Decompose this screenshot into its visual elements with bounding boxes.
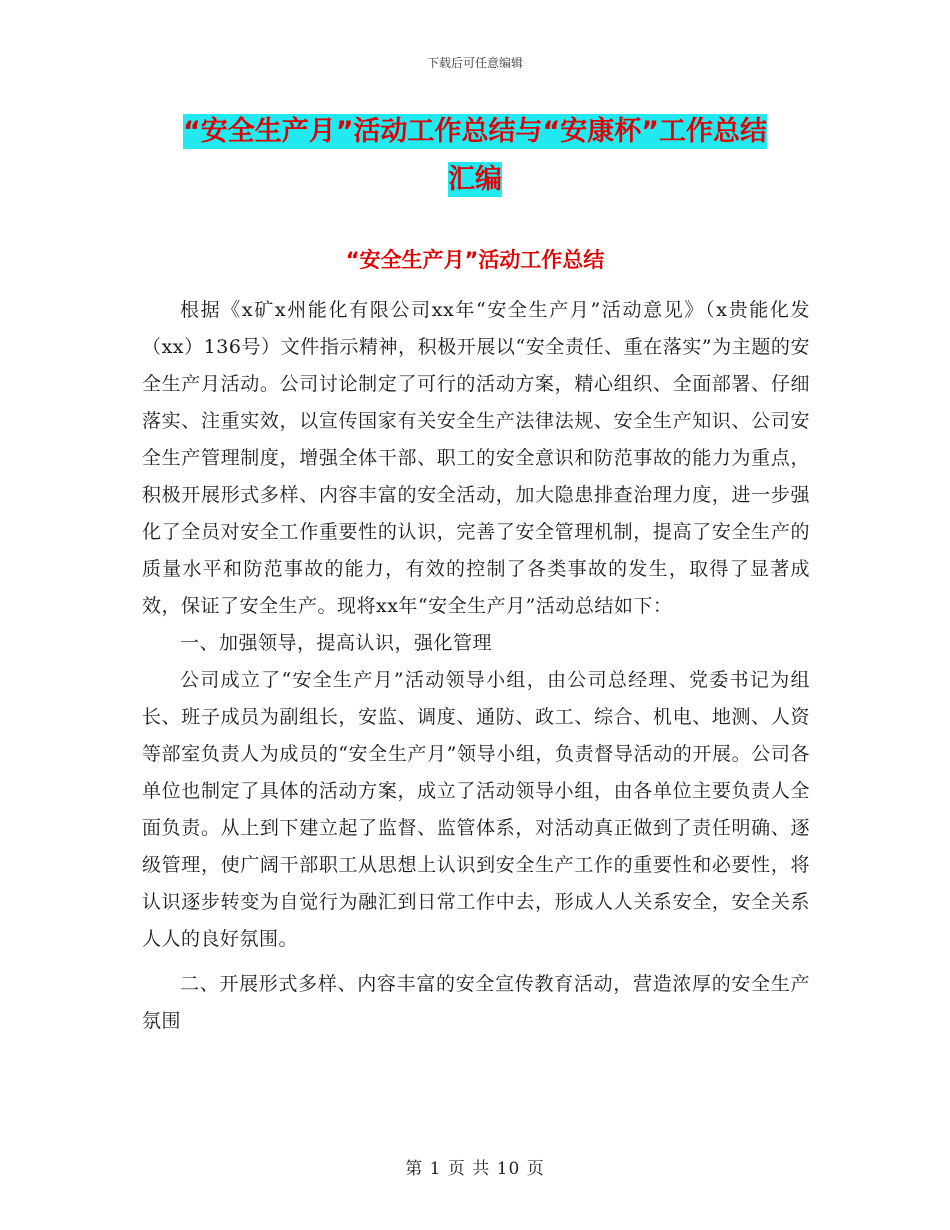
paragraph-heading-1: 一、加强领导，提高认识，强化管理 xyxy=(180,632,493,654)
paragraph-leadership: 公司成立了“安全生产月”活动领导小组，由公司总经理、党委书记为组长、班子成员为副组长，安监、调度、通防、政工、综合、机电、地测、人资等部室负责人为成员的“安全生产月”领导小组，负责督导活动的开展。公司各单位也制定了具体的活动方案，成立了活动领导小组，由各单位主要负责人全面负责。从上到下建立起了监督、监管体系，对活动真正做到了责任明确、逐级管理，使广阔干部职工从思想上认识到安全生产工作的重要性和必要性，将认识逐步转变为自觉行为融汇到日常工作中去，形成人人关系安全，安全关系人人的良好氛围。 xyxy=(142,669,810,950)
page-footer: 第 1 页 共 10 页 xyxy=(405,1159,545,1179)
document-title-line-2: 汇编 xyxy=(448,164,502,195)
paragraph-intro: 根据《x矿x州能化有限公司xx年“安全生产月”活动意见》（x贵能化发（xx）136号）文件指示精神，积极开展以“安全责任、重在落实”为主题的安全生产月活动。公司讨论制定了可行的活动方案，精心组织、全面部署、仔细落实、注重实效，以宣传国家有关安全生产法律法规、安全生产知识、公司安全生产管理制度，增强全体干部、职工的安全意识和防范事故的能力为重点，积极开展形式多样、内容丰富的安全活动，加大隐患排查治理力度，进一步强化了全员对安全工作重要性的认识，完善了安全管理机制，提高了安全生产的质量水平和防范事故的能力，有效的控制了各类事故的发生，取得了显著成效，保证了安全生产。现将xx年“安全生产月”活动总结如下： xyxy=(142,299,810,617)
document-title xyxy=(140,108,810,204)
document-title-line-1: “安全生产月”活动工作总结与“安康杯”工作总结 xyxy=(183,116,767,147)
header-note: 下载后可任意编辑 xyxy=(426,56,523,70)
paragraph-heading-2: 二、开展形式多样、内容丰富的安全宣传教育活动，营造浓厚的安全生产氛围 xyxy=(142,973,810,1032)
body-text xyxy=(142,292,810,1040)
section-title: “安全生产月”活动工作总结 xyxy=(345,248,605,272)
